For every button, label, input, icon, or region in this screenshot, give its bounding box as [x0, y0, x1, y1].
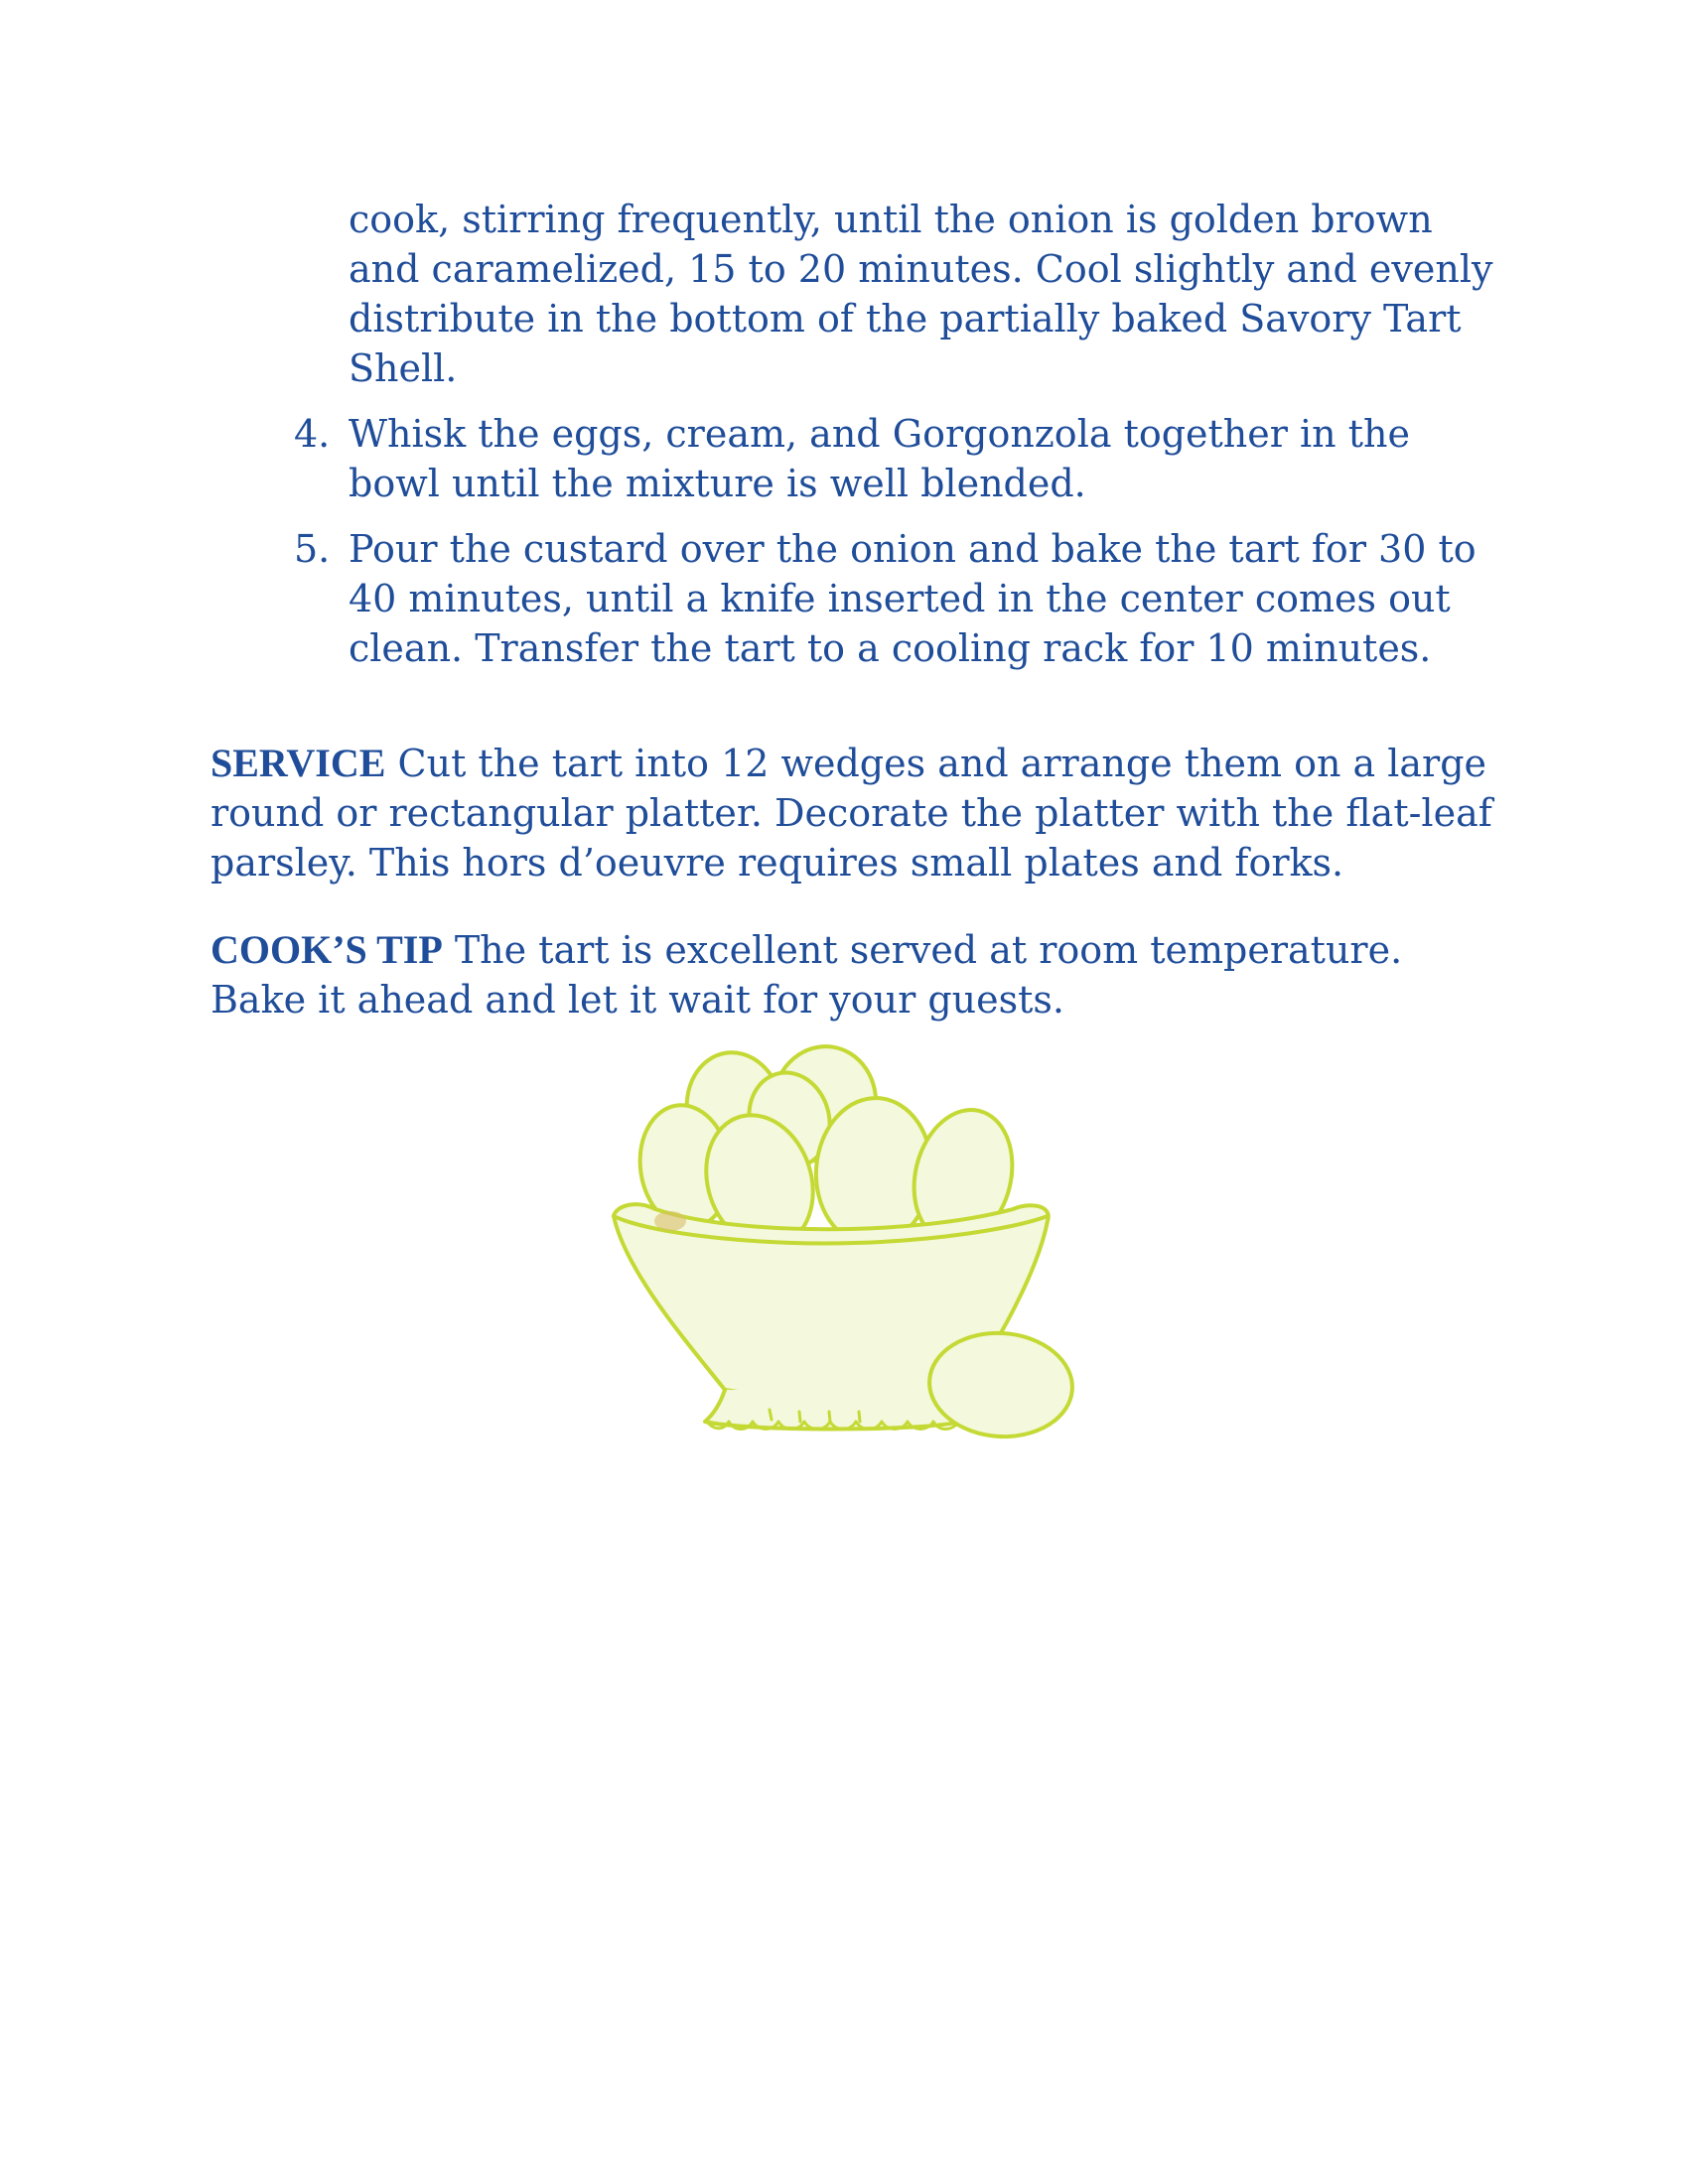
cooks-tip-text: The tart is excellent served at room temperature. Bake it ahead and let it wait for your guests. — [211, 928, 1403, 1022]
step-number: 4. — [294, 412, 331, 456]
step-text: Pour the custard over the onion and bake the tart for 30 to 40 minutes, until a knife inserted in the center comes out clean. Transfer the tart to a cooling rack for 10 minutes. — [349, 527, 1477, 670]
step-text: cook, stirring frequently, until the onion is golden brown and caramelized, 15 to 20 minutes. Cool slightly and evenly distribute in the bottom of the partially baked Savory Tart Shell. — [349, 198, 1493, 390]
cooks-tip-label: COOK’S TIP — [211, 927, 443, 972]
service-text: Cut the tart into 12 wedges and arrange them on a large round or rectangular platter. Decorate the platter with the flat-leaf parsley. This hors d’oeuvre requires small plates and forks. — [211, 742, 1492, 885]
method-steps — [294, 195, 1505, 689]
method-step-continued — [294, 195, 1505, 393]
cooks-tip-note — [211, 925, 1501, 1024]
step-number: 5. — [294, 527, 331, 571]
service-label: SERVICE — [211, 741, 386, 785]
recipe-notes — [211, 739, 1501, 1048]
step-text: Whisk the eggs, cream, and Gorgonzola together in the bowl until the mixture is well blended. — [349, 412, 1410, 505]
service-note — [211, 739, 1501, 887]
egg-bowl-icon — [596, 1032, 1092, 1489]
method-step-5 — [294, 524, 1505, 673]
method-step-4 — [294, 409, 1505, 508]
